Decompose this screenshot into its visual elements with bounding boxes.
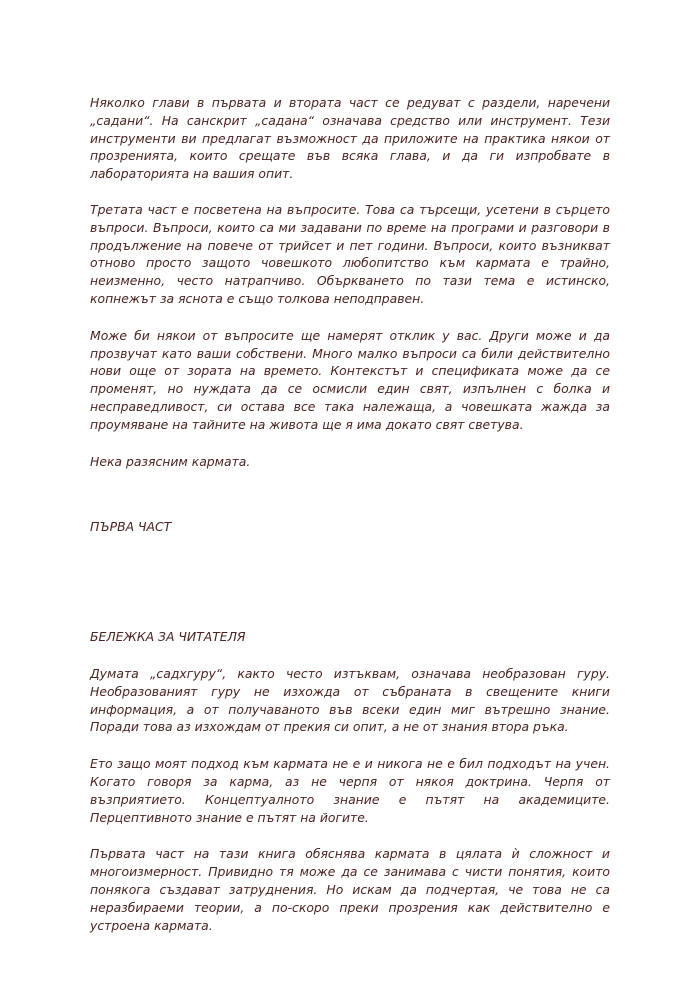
paragraph-questions: Може би някои от въпросите ще намерят отклик у вас. Други може и да прозвучат като ваши собствени. Много малко въпроси са били действително нови още от зората на времето. Контекстът и спецификата може да се променят, но нуждата да се осмисли един свят, изпълнен с болка и несправедливост, си остава все така належаща, а човешката жажда за проумяване на тайните на живота ще я има докато свят светува. xyxy=(90,327,610,432)
paragraph-approach: Ето защо моят подход към кармата не е и никога не е бил подходът на учен. Когато говоря за карма, аз не черпя от някоя доктрина. Черпя от възприятието. Концептуалното знание е пътят на академиците. Перцептивното знание е пътят на йогите. xyxy=(90,756,610,825)
heading-reader-note: БЕЛЕЖКА ЗА ЧИТАТЕЛЯ xyxy=(90,629,246,645)
paragraph-sadhanas: Няколко глави в първата и втората част се редуват с раздели, наречени „садани“. На санскрит „садана“ означава средство или инструмент. Тези инструменти ви предлагат възможност да приложите на практика някои от прозренията, които срещате във всяка глава, и да ги изпробвате в лабораторията на вашия опит. xyxy=(90,95,610,182)
paragraph-lets-explain: Нека разясним кармата. xyxy=(90,453,251,469)
document-page xyxy=(90,94,610,934)
heading-part-one: ПЪРВА ЧАСТ xyxy=(90,519,172,535)
paragraph-sadhguru-meaning: Думата „садхгуру“, както често изтъквам, означава необразован гуру. Необразованият гуру не изхожда от събраната в свещените книги информация, а от получаваното във всеки един миг вътрешно знание. Поради това аз изхождам от прекия си опит, а не от знания втора ръка. xyxy=(90,665,610,735)
paragraph-part-one-explains: Първата част на тази книга обяснява кармата в цялата ѝ сложност и многоизмерност. Привидно тя може да се занимава с чисти понятия, които понякога създават затруднения. Но искам да подчертая, че това не са неразбираеми теории, а по-скоро преки прозрения как действително е устроена кармата. xyxy=(90,846,610,933)
paragraph-part-three: Третата част е посветена на въпросите. Това са търсещи, усетени в сърцето въпроси. Въпроси, които са ми задавани по време на програми и разговори в продължение на повече от трийсет и пет години. Въпроси, които възникват отново просто защото човешкото любопитство към кармата е трайно, неизменно, често натрапчиво. Объркването по тази тема е истинско, копнежът за яснота е също толкова неподправен. xyxy=(90,201,610,306)
